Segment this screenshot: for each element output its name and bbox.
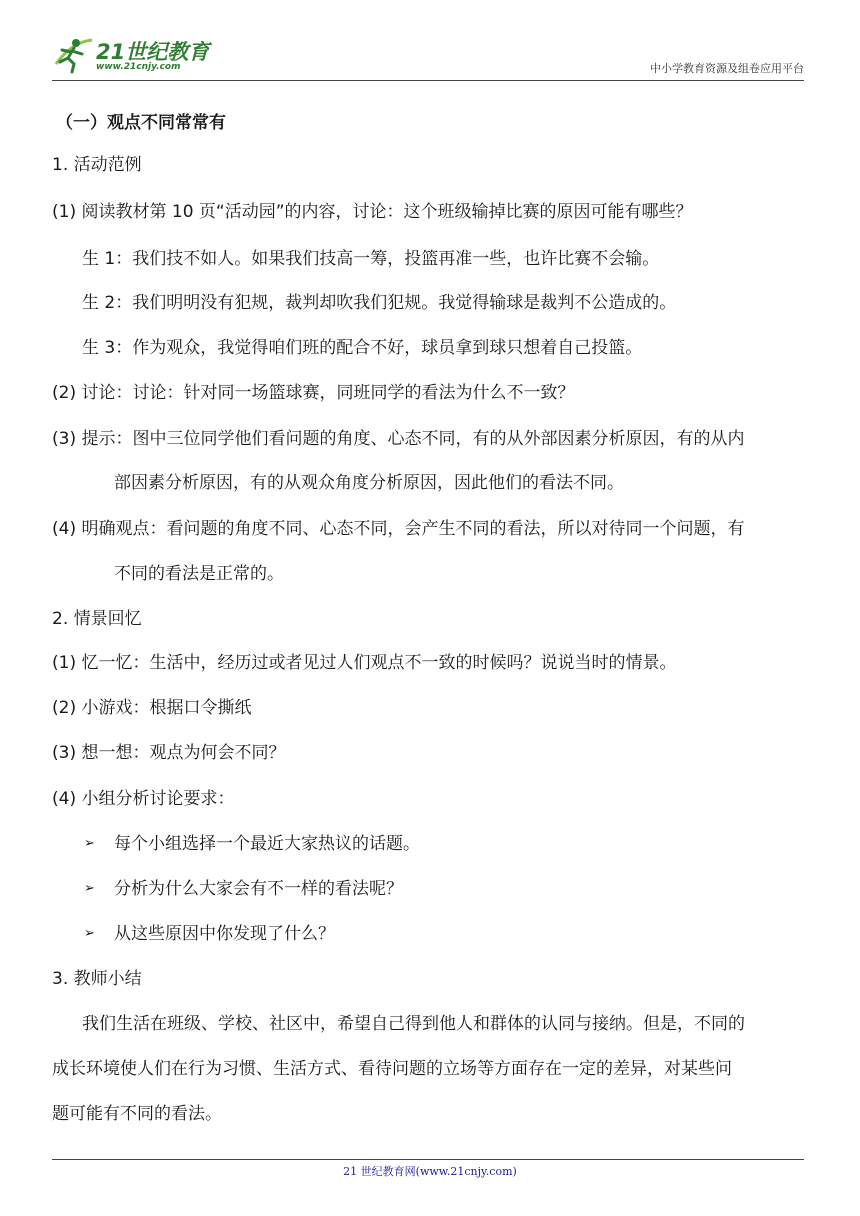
heading-scene-recall: 2. 情景回忆 <box>52 609 142 629</box>
bullet-item-3: 从这些原因中你发现了什么？ <box>114 924 335 944</box>
logo <box>52 30 242 80</box>
question-item-2: (2) 小游戏：根据口令撕纸 <box>52 698 252 718</box>
page-header <box>52 30 804 81</box>
logo-url-text: www.21cnjy.com <box>96 62 181 72</box>
section-title: （一）观点不同常常有 <box>56 113 226 133</box>
footer-divider <box>52 1159 804 1160</box>
question-item-4: (4) 小组分析讨论要求： <box>52 789 235 809</box>
bullet-item-1: 每个小组选择一个最近大家热议的话题。 <box>114 834 420 854</box>
summary-line-3: 题可能有不同的看法。 <box>52 1104 222 1124</box>
bullet-arrow-icon: ➢ <box>84 926 95 941</box>
student-answer-1: 生 1：我们技不如人。如果我们技高一筹，投篮再准一些，也许比赛不会输。 <box>82 249 660 269</box>
question-item-1: (1) 忆一忆：生活中，经历过或者见过人们观点不一致的时候吗？说说当时的情景。 <box>52 653 677 673</box>
paragraph-item-4-line2: 不同的看法是正常的。 <box>114 564 284 584</box>
logo-brand-text: 21世纪教育 <box>96 40 210 64</box>
bullet-item-2: 分析为什么大家会有不一样的看法呢？ <box>114 879 403 899</box>
paragraph-item-4-line1: (4) 明确观点：看问题的角度不同、心态不同，会产生不同的看法，所以对待同一个问题，有 <box>52 519 745 539</box>
paragraph-item-3-line2: 部因素分析原因，有的从观众角度分析原因，因此他们的看法不同。 <box>114 473 624 493</box>
header-platform-text: 中小学教育资源及组卷应用平台 <box>650 62 804 75</box>
summary-line-2: 成长环境使人们在行为习惯、生活方式、看待问题的立场等方面存在一定的差异，对某些问 <box>52 1059 732 1079</box>
student-answer-2: 生 2：我们明明没有犯规，裁判却吹我们犯规。我觉得输球是裁判不公造成的。 <box>82 293 677 313</box>
heading-teacher-summary: 3. 教师小结 <box>52 969 142 989</box>
bullet-arrow-icon: ➢ <box>84 836 95 851</box>
runner-logo-icon <box>52 34 94 74</box>
question-item-3: (3) 想一想：观点为何会不同？ <box>52 743 286 763</box>
paragraph-item-1: (1) 阅读教材第 10 页“活动园”的内容，讨论：这个班级输掉比赛的原因可能有哪些？ <box>52 202 693 222</box>
footer-text: 21 世纪教育网(www.21cnjy.com) <box>343 1165 517 1178</box>
heading-activity-example: 1. 活动范例 <box>52 155 142 175</box>
summary-line-1: 我们生活在班级、学校、社区中，希望自己得到他人和群体的认同与接纳。但是，不同的 <box>82 1014 745 1034</box>
student-answer-3: 生 3：作为观众，我觉得咱们班的配合不好，球员拿到球只想着自己投篮。 <box>82 338 643 358</box>
bullet-arrow-icon: ➢ <box>84 881 95 896</box>
paragraph-item-2: (2) 讨论：讨论：针对同一场篮球赛，同班同学的看法为什么不一致？ <box>52 383 575 403</box>
paragraph-item-3-line1: (3) 提示：图中三位同学他们看问题的角度、心态不同，有的从外部因素分析原因，有的从内 <box>52 429 745 449</box>
